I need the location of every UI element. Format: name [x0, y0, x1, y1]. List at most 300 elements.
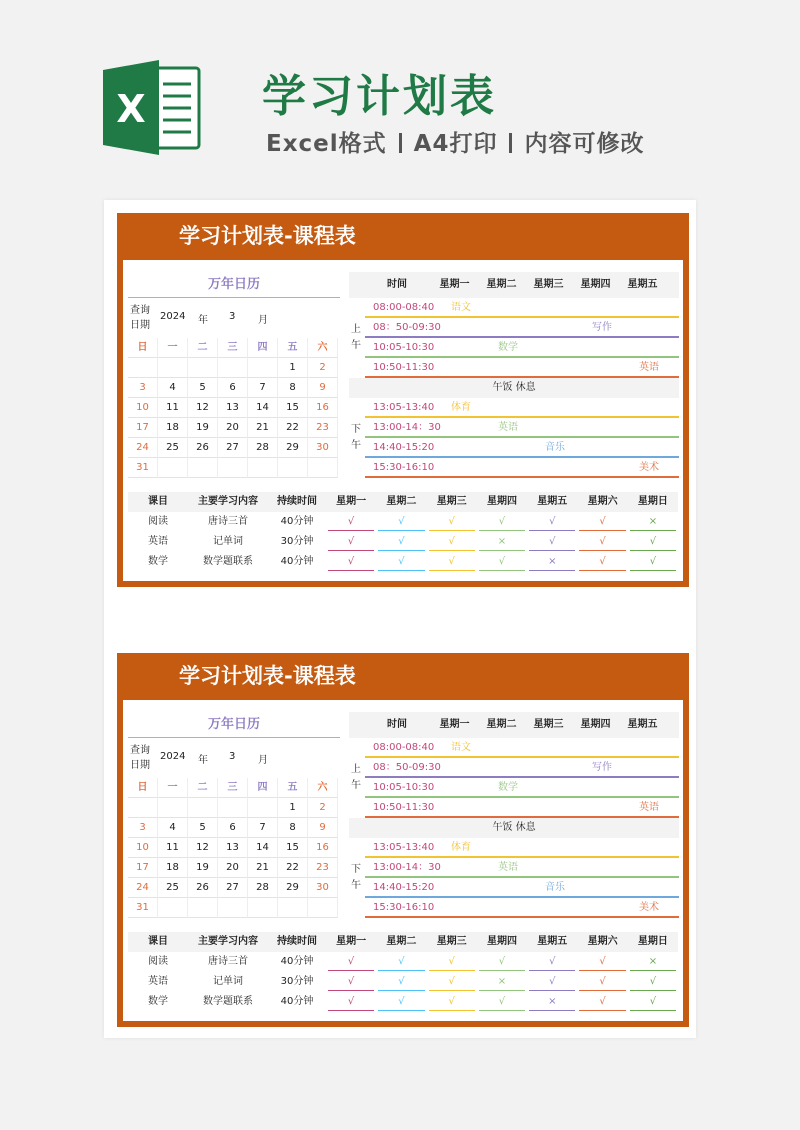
plan-check-mark[interactable]: √	[326, 952, 376, 972]
period-label-char: 午	[351, 880, 361, 891]
plan-header-cell: 星期四	[486, 496, 517, 507]
calendar-weekday: 一	[158, 338, 188, 358]
query-date-label: 查询日期	[130, 745, 150, 771]
class-subject[interactable]: 数学	[498, 782, 518, 793]
plan-check-mark[interactable]: √	[427, 992, 477, 1012]
plan-check-mark[interactable]: √	[527, 532, 577, 552]
plan-header-cell: 星期四	[486, 936, 517, 947]
timetable-afternoon	[349, 398, 679, 478]
timetable-row	[365, 798, 679, 818]
calendar-day[interactable]: 31	[128, 458, 158, 478]
plan-header-cell: 星期二	[386, 496, 417, 507]
calendar	[128, 700, 340, 918]
calendar-day[interactable]: 14	[248, 838, 278, 858]
plan-subject: 英语	[147, 976, 168, 987]
morning-label	[349, 298, 363, 378]
plan-header-cell: 星期三	[436, 496, 467, 507]
calendar-day[interactable]	[218, 358, 248, 378]
timetable-row	[365, 438, 679, 458]
plan-check-mark[interactable]: √	[376, 552, 426, 572]
timetable-day-header: 星期一	[439, 719, 470, 730]
calendar-day[interactable]: 18	[158, 418, 188, 438]
plan-check-mark[interactable]: √	[376, 952, 426, 972]
calendar-day[interactable]: 30	[308, 878, 338, 898]
class-time: 15:30-16:10	[373, 462, 435, 473]
year-unit: 年	[198, 315, 208, 326]
class-subject[interactable]: 数学	[498, 342, 518, 353]
class-time: 08:00-08:40	[373, 302, 435, 313]
plan-header-cell: 星期日	[637, 936, 668, 947]
plan-row	[128, 532, 678, 552]
plan-check-mark[interactable]: ×	[477, 532, 527, 552]
timetable-row	[365, 858, 679, 878]
plan-duration: 30分钟	[280, 976, 314, 987]
period-label-char: 午	[351, 780, 361, 791]
calendar-day[interactable]: 5	[188, 818, 218, 838]
class-subject[interactable]: 美术	[639, 462, 659, 473]
class-time: 13:00-14：30	[373, 862, 441, 873]
timetable-row	[365, 318, 679, 338]
plan-check-mark[interactable]: √	[477, 552, 527, 572]
calendar-day[interactable]: 4	[158, 378, 188, 398]
class-subject[interactable]: 音乐	[545, 442, 565, 453]
paper-preview	[104, 200, 696, 1038]
calendar-weekday: 五	[278, 338, 308, 358]
calendar-grid	[128, 778, 340, 918]
class-subject[interactable]: 体育	[451, 402, 471, 413]
calendar-day[interactable]: 8	[278, 818, 308, 838]
class-subject[interactable]: 音乐	[545, 882, 565, 893]
class-subject[interactable]: 美术	[639, 902, 659, 913]
calendar-day[interactable]: 1	[278, 358, 308, 378]
month-unit: 月	[258, 755, 268, 766]
timetable-row	[365, 738, 679, 758]
row-underline	[365, 916, 679, 918]
timetable-row	[365, 298, 679, 318]
plan-header-cell: 主要学习内容	[197, 496, 258, 507]
calendar-day[interactable]	[158, 358, 188, 378]
calendar-day[interactable]: 9	[308, 378, 338, 398]
plan-header-cell: 星期一	[336, 496, 367, 507]
calendar-day[interactable]: 7	[248, 818, 278, 838]
calendar-day[interactable]	[188, 898, 218, 918]
plan-row	[128, 972, 678, 992]
calendar-day[interactable]: 22	[278, 858, 308, 878]
calendar-day[interactable]: 28	[248, 878, 278, 898]
timetable-day-header: 星期三	[533, 279, 564, 290]
calendar-day[interactable]	[128, 358, 158, 378]
plan-subject: 阅读	[147, 516, 168, 527]
calendar-day[interactable]: 2	[308, 798, 338, 818]
calendar-day[interactable]	[158, 798, 188, 818]
query-date-label: 查询日期	[130, 305, 150, 331]
schedule-sheet-copy	[117, 653, 689, 1027]
timetable-day-header: 星期一	[439, 279, 470, 290]
plan-header-cell: 星期五	[537, 936, 568, 947]
calendar-day[interactable]: 19	[188, 858, 218, 878]
calendar-day[interactable]	[158, 898, 188, 918]
plan-check-mark[interactable]: √	[376, 992, 426, 1012]
plan-check-mark[interactable]: √	[326, 532, 376, 552]
row-underline	[365, 816, 679, 818]
plan-header-cell: 星期五	[537, 496, 568, 507]
query-year[interactable]: 2024	[160, 311, 186, 322]
calendar	[128, 260, 340, 478]
class-subject[interactable]: 体育	[451, 842, 471, 853]
calendar-day[interactable]: 25	[158, 438, 188, 458]
calendar-day[interactable]: 13	[218, 398, 248, 418]
calendar-day[interactable]: 26	[188, 438, 218, 458]
study-plan-table	[128, 932, 678, 1012]
calendar-day[interactable]: 4	[158, 818, 188, 838]
calendar-day[interactable]	[248, 898, 278, 918]
calendar-day[interactable]	[218, 898, 248, 918]
plan-check-mark[interactable]: √	[427, 552, 477, 572]
calendar-day[interactable]: 2	[308, 358, 338, 378]
subtitle-separator	[509, 133, 512, 153]
calendar-day[interactable]: 6	[218, 818, 248, 838]
calendar-day[interactable]	[278, 898, 308, 918]
plan-check-mark[interactable]: √	[477, 992, 527, 1012]
timetable-row	[365, 758, 679, 778]
sheet-body	[123, 700, 683, 1021]
plan-check-mark[interactable]: ×	[628, 952, 678, 972]
calendar-day[interactable]	[308, 898, 338, 918]
plan-duration: 40分钟	[280, 556, 314, 567]
timetable-row	[365, 838, 679, 858]
class-subject[interactable]: 写作	[592, 762, 612, 773]
calendar-day[interactable]	[248, 458, 278, 478]
calendar-day[interactable]	[218, 798, 248, 818]
class-time: 13:05-13:40	[373, 842, 435, 853]
plan-check-mark[interactable]: √	[527, 952, 577, 972]
calendar-day[interactable]: 23	[308, 418, 338, 438]
plan-table-header	[128, 492, 678, 512]
plan-check-mark[interactable]: √	[577, 952, 627, 972]
class-time: 08：50-09:30	[373, 322, 441, 333]
class-subject[interactable]: 写作	[592, 322, 612, 333]
calendar-weekday: 三	[218, 778, 248, 798]
afternoon-label	[349, 838, 363, 918]
timetable-afternoon	[349, 838, 679, 918]
calendar-day[interactable]: 18	[158, 858, 188, 878]
plan-header-cell: 主要学习内容	[197, 936, 258, 947]
timetable-header	[349, 712, 679, 738]
calendar-day[interactable]: 3	[128, 378, 158, 398]
timetable-row	[365, 778, 679, 798]
page-title: 学习计划表	[262, 71, 497, 122]
plan-check-mark[interactable]: √	[326, 552, 376, 572]
calendar-day[interactable]: 26	[188, 878, 218, 898]
class-time: 10:50-11:30	[373, 362, 435, 373]
plan-subject: 数学	[147, 556, 168, 567]
timetable-time-header: 时间	[387, 279, 407, 290]
plan-check-mark[interactable]: √	[577, 972, 627, 992]
sheet-body	[123, 260, 683, 581]
calendar-day[interactable]: 23	[308, 858, 338, 878]
plan-check-mark[interactable]: √	[427, 952, 477, 972]
calendar-weekday: 三	[218, 338, 248, 358]
plan-row	[128, 512, 678, 532]
plan-check-mark[interactable]: √	[477, 952, 527, 972]
timetable-row	[365, 398, 679, 418]
timetable	[349, 272, 679, 478]
plan-check-mark[interactable]: √	[577, 992, 627, 1012]
calendar-day[interactable]: 29	[278, 878, 308, 898]
calendar-day[interactable]	[308, 458, 338, 478]
plan-check-mark[interactable]: √	[427, 532, 477, 552]
calendar-day[interactable]: 13	[218, 838, 248, 858]
calendar-day[interactable]: 29	[278, 438, 308, 458]
calendar-day[interactable]: 1	[278, 798, 308, 818]
lunch-break: 午饭 休息	[349, 378, 679, 398]
plan-header-cell: 星期六	[587, 496, 618, 507]
calendar-day[interactable]	[188, 458, 218, 478]
plan-check-mark[interactable]: √	[527, 972, 577, 992]
timetable-row	[365, 878, 679, 898]
plan-content: 唐诗三首	[207, 516, 248, 527]
timetable-morning	[349, 738, 679, 818]
calendar-day[interactable]: 27	[218, 438, 248, 458]
timetable-day-header: 星期二	[486, 719, 517, 730]
class-time: 10:05-10:30	[373, 342, 435, 353]
calendar-day[interactable]: 28	[248, 438, 278, 458]
calendar-weekday: 二	[188, 338, 218, 358]
page-subtitle	[266, 125, 644, 158]
plan-content: 记单词	[212, 536, 243, 547]
plan-content: 数学题联系	[202, 996, 253, 1007]
class-subject[interactable]: 英语	[498, 862, 518, 873]
plan-content: 数学题联系	[202, 556, 253, 567]
calendar-day[interactable]: 30	[308, 438, 338, 458]
class-time: 13:00-14：30	[373, 422, 441, 433]
plan-check-mark[interactable]: √	[477, 512, 527, 532]
plan-check-mark[interactable]: √	[527, 512, 577, 532]
calendar-day[interactable]: 16	[308, 838, 338, 858]
calendar-day[interactable]	[248, 798, 278, 818]
plan-duration: 40分钟	[280, 516, 314, 527]
calendar-weekday: 四	[248, 338, 278, 358]
plan-check-mark[interactable]: √	[376, 532, 426, 552]
calendar-weekday: 五	[278, 778, 308, 798]
plan-table-header	[128, 932, 678, 952]
timetable-row	[365, 898, 679, 918]
class-time: 14:40-15:20	[373, 442, 435, 453]
calendar-day[interactable]: 14	[248, 398, 278, 418]
plan-subject: 英语	[147, 536, 168, 547]
calendar-day[interactable]	[278, 458, 308, 478]
calendar-day[interactable]: 17	[128, 858, 158, 878]
calendar-day[interactable]: 22	[278, 418, 308, 438]
class-subject[interactable]: 英语	[498, 422, 518, 433]
calendar-day[interactable]: 17	[128, 418, 158, 438]
calendar-day[interactable]: 11	[158, 838, 188, 858]
plan-duration: 30分钟	[280, 536, 314, 547]
calendar-day[interactable]: 11	[158, 398, 188, 418]
row-underline	[365, 476, 679, 478]
query-year[interactable]: 2024	[160, 751, 186, 762]
plan-header-cell: 持续时间	[276, 496, 317, 507]
plan-content: 记单词	[212, 976, 243, 987]
subtitle-editable: 内容可修改	[524, 131, 645, 157]
calendar-weekday: 六	[308, 338, 338, 358]
timetable-day-header: 星期二	[486, 279, 517, 290]
plan-header-cell: 课目	[147, 936, 168, 947]
plan-check-mark[interactable]: √	[628, 992, 678, 1012]
class-subject[interactable]: 英语	[639, 802, 659, 813]
plan-header-cell: 星期二	[386, 936, 417, 947]
calendar-day[interactable]: 10	[128, 398, 158, 418]
calendar-weekday: 日	[128, 338, 158, 358]
plan-subject: 阅读	[147, 956, 168, 967]
plan-row	[128, 952, 678, 972]
plan-check-mark[interactable]: √	[577, 512, 627, 532]
class-time: 10:05-10:30	[373, 782, 435, 793]
calendar-day[interactable]: 3	[128, 818, 158, 838]
plan-duration: 40分钟	[280, 996, 314, 1007]
plan-check-mark[interactable]: √	[376, 972, 426, 992]
calendar-weekday: 四	[248, 778, 278, 798]
timetable-day-header: 星期四	[580, 279, 611, 290]
calendar-day[interactable]: 24	[128, 878, 158, 898]
calendar-day[interactable]	[188, 798, 218, 818]
calendar-day[interactable]: 16	[308, 398, 338, 418]
calendar-day[interactable]: 15	[278, 398, 308, 418]
calendar-day[interactable]: 7	[248, 378, 278, 398]
calendar-day[interactable]: 20	[218, 418, 248, 438]
plan-check-mark[interactable]: √	[427, 972, 477, 992]
calendar-weekday: 六	[308, 778, 338, 798]
class-time: 14:40-15:20	[373, 882, 435, 893]
calendar-grid	[128, 338, 340, 478]
plan-check-mark[interactable]: √	[628, 532, 678, 552]
calendar-day[interactable]: 12	[188, 838, 218, 858]
class-time: 13:05-13:40	[373, 402, 435, 413]
row-underline	[365, 376, 679, 378]
period-label-char: 下	[351, 864, 361, 875]
calendar-title: 万年日历	[128, 712, 340, 738]
calendar-day[interactable]: 5	[188, 378, 218, 398]
calendar-day[interactable]: 8	[278, 378, 308, 398]
calendar-day[interactable]: 20	[218, 858, 248, 878]
calendar-day[interactable]: 24	[128, 438, 158, 458]
plan-subject: 数学	[147, 996, 168, 1007]
afternoon-label	[349, 398, 363, 478]
calendar-query	[128, 298, 340, 338]
class-time: 08:00-08:40	[373, 742, 435, 753]
calendar-day[interactable]	[188, 358, 218, 378]
subtitle-print: A4打印	[413, 131, 498, 157]
calendar-day[interactable]: 21	[248, 418, 278, 438]
morning-label	[349, 738, 363, 818]
excel-logo-icon	[103, 60, 203, 155]
calendar-day[interactable]: 21	[248, 858, 278, 878]
calendar-weekday: 二	[188, 778, 218, 798]
timetable-row	[365, 418, 679, 438]
timetable-day-header: 星期五	[627, 719, 658, 730]
class-time: 10:50-11:30	[373, 802, 435, 813]
subtitle-format: Excel格式	[266, 131, 387, 157]
timetable-day-header: 星期三	[533, 719, 564, 730]
query-month[interactable]: 3	[229, 311, 236, 322]
plan-header-cell: 星期三	[436, 936, 467, 947]
period-label-char: 下	[351, 424, 361, 435]
sheet-title: 学习计划表-课程表	[179, 224, 356, 248]
plan-check-mark[interactable]: ×	[527, 552, 577, 572]
period-label-char: 上	[351, 324, 361, 335]
plan-check-mark[interactable]: √	[577, 552, 627, 572]
plan-check-mark[interactable]: ×	[477, 972, 527, 992]
timetable-row	[365, 358, 679, 378]
calendar-day[interactable]: 15	[278, 838, 308, 858]
logo-letter: X	[116, 87, 146, 131]
plan-check-mark[interactable]: √	[376, 512, 426, 532]
calendar-day[interactable]: 27	[218, 878, 248, 898]
period-label-char: 午	[351, 340, 361, 351]
plan-check-mark[interactable]: √	[628, 552, 678, 572]
plan-header-cell: 星期一	[336, 936, 367, 947]
plan-check-mark[interactable]: √	[326, 972, 376, 992]
calendar-query	[128, 738, 340, 778]
period-label-char: 上	[351, 764, 361, 775]
calendar-day[interactable]	[158, 458, 188, 478]
timetable-row	[365, 338, 679, 358]
plan-check-mark[interactable]: √	[427, 512, 477, 532]
study-plan-table	[128, 492, 678, 572]
year-unit: 年	[198, 755, 208, 766]
calendar-day[interactable]	[248, 358, 278, 378]
timetable-time-header: 时间	[387, 719, 407, 730]
month-unit: 月	[258, 315, 268, 326]
calendar-day[interactable]: 9	[308, 818, 338, 838]
calendar-day[interactable]	[128, 798, 158, 818]
calendar-day[interactable]: 12	[188, 398, 218, 418]
sheet-title: 学习计划表-课程表	[179, 664, 356, 688]
plan-duration: 40分钟	[280, 956, 314, 967]
class-time: 08：50-09:30	[373, 762, 441, 773]
schedule-sheet	[117, 213, 689, 587]
timetable-row	[365, 458, 679, 478]
plan-check-mark[interactable]: √	[628, 972, 678, 992]
timetable-day-header: 星期四	[580, 719, 611, 730]
plan-check-mark[interactable]: √	[326, 992, 376, 1012]
plan-header-cell: 星期日	[637, 496, 668, 507]
calendar-title: 万年日历	[128, 272, 340, 298]
calendar-day[interactable]: 31	[128, 898, 158, 918]
query-month[interactable]: 3	[229, 751, 236, 762]
calendar-day[interactable]: 10	[128, 838, 158, 858]
class-subject[interactable]: 语文	[451, 742, 471, 753]
page-header	[0, 0, 800, 200]
class-subject[interactable]: 英语	[639, 362, 659, 373]
period-label-char: 午	[351, 440, 361, 451]
class-subject[interactable]: 语文	[451, 302, 471, 313]
plan-check-mark[interactable]: √	[577, 532, 627, 552]
calendar-day[interactable]	[218, 458, 248, 478]
plan-content: 唐诗三首	[207, 956, 248, 967]
calendar-day[interactable]: 19	[188, 418, 218, 438]
class-time: 15:30-16:10	[373, 902, 435, 913]
calendar-weekday: 一	[158, 778, 188, 798]
plan-header-cell: 课目	[147, 496, 168, 507]
calendar-day[interactable]: 25	[158, 878, 188, 898]
plan-row	[128, 992, 678, 1012]
timetable-morning	[349, 298, 679, 378]
plan-check-mark[interactable]: ×	[628, 512, 678, 532]
plan-check-mark[interactable]: ×	[527, 992, 577, 1012]
calendar-day[interactable]: 6	[218, 378, 248, 398]
plan-check-mark[interactable]: √	[326, 512, 376, 532]
